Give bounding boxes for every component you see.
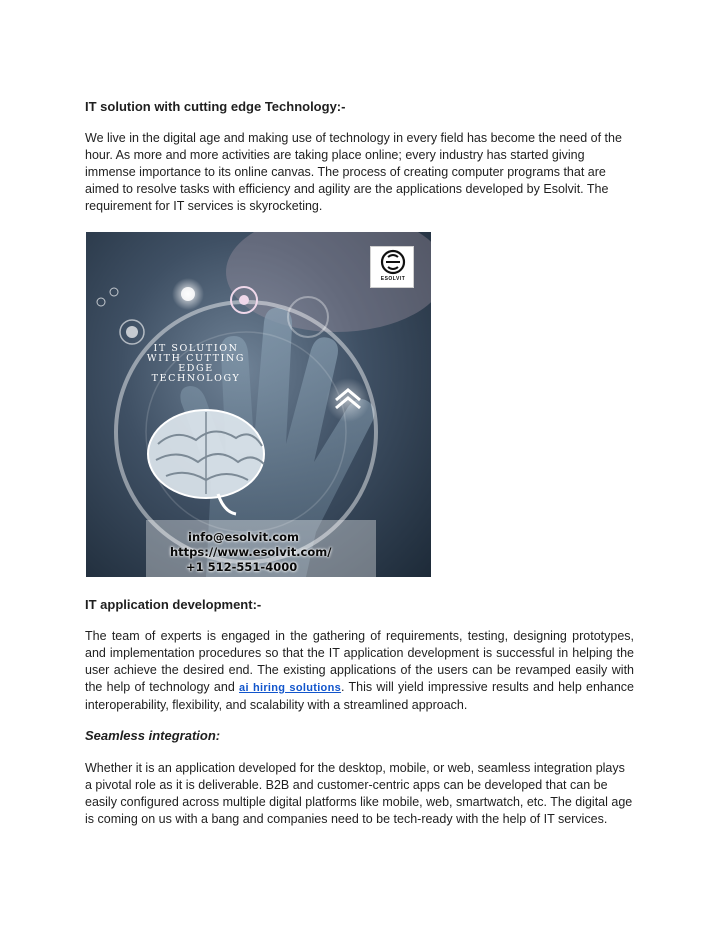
- contact-block: [170, 530, 340, 575]
- logo-text: ESOLVIT: [380, 276, 406, 282]
- hero-title-line: EDGE: [178, 363, 214, 374]
- esolvit-logo-mark-icon: [371, 247, 415, 277]
- paragraph-text: The team of experts is engaged in the gathering of requirements, testing, designing prototypes, and implementation procedures so that the IT application development is successful in helping the user achieve the desired end. The existing applications of the users can be revamped easily with the help of technology and: [85, 629, 634, 694]
- tiny-ring-icon: [97, 298, 105, 306]
- integration-paragraph: Whether it is an application developed for the desktop, mobile, or web, seamless integration plays a pivotal role as it is deliverable. B2B and customer-centric apps can be developed that can be easily configured across multiple digital platforms like mobile, web, smartwatch, etc. The digital age is coming on us with a bang and companies need to be tech-ready with the help of IT services.: [85, 761, 633, 826]
- app-development-paragraph: [85, 628, 634, 714]
- paragraph-text: . This will yield impressive results and help enhance interoperability, flexibility, and scalability with a streamlined approach.: [85, 680, 634, 712]
- contact-email: info@esolvit.com: [188, 530, 300, 544]
- hero-title-line: TECHNOLOGY: [151, 373, 241, 384]
- hero-title: [116, 344, 276, 384]
- hero-title-line: IT SOLUTION: [153, 343, 239, 354]
- contact-website: https://www.esolvit.com/: [170, 545, 332, 559]
- chevron-orb-icon: [326, 378, 370, 422]
- triangle-node-icon: [181, 287, 195, 301]
- section-heading-it-solution: IT solution with cutting edge Technology:-: [85, 99, 346, 114]
- section-heading-seamless-integration: Seamless integration:: [85, 728, 221, 743]
- esolvit-logo: [370, 246, 414, 288]
- ai-hiring-solutions-link[interactable]: ai hiring solutions: [239, 682, 342, 694]
- contact-phone: +1 512-551-4000: [186, 560, 298, 574]
- hero-image: [86, 232, 431, 577]
- section-heading-app-development: IT application development:-: [85, 597, 262, 612]
- hero-title-line: WITH CUTTING: [146, 353, 246, 364]
- intro-paragraph: We live in the digital age and making use of technology in every field has become the need of the hour. As more and more activities are taking place online; every industry has started giving immense importance to its online canvas. The process of creating computer programs that are aimed to resolve tasks with efficiency and agility are the applications developed by Esolvit. The requirement for IT services is skyrocketing.: [85, 131, 622, 213]
- small-dot-icon: [126, 326, 138, 338]
- tiny-ring-icon: [110, 288, 118, 296]
- ring-node-dot-icon: [239, 295, 249, 305]
